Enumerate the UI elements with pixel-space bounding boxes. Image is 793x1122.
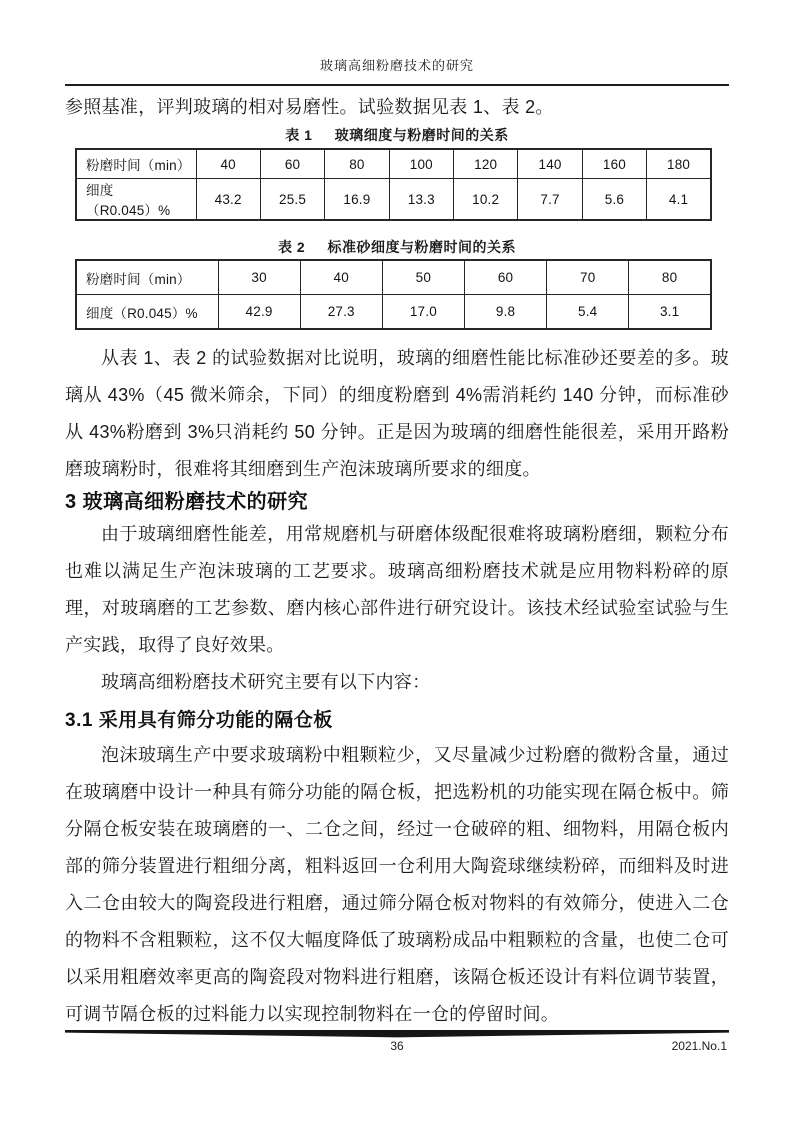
table2-time-cell: 70 xyxy=(547,260,629,295)
table1-time-cell: 60 xyxy=(260,149,324,179)
table2-caption-title: 标准砂细度与粉磨时间的关系 xyxy=(327,239,517,255)
running-title: 玻璃高细粉磨技术的研究 xyxy=(319,58,474,73)
table1-fineness-cell: 16.9 xyxy=(325,179,389,221)
running-head xyxy=(65,57,729,86)
header-rule xyxy=(65,84,729,86)
table1-caption xyxy=(65,125,729,145)
table2-fineness-row xyxy=(76,295,711,330)
table1-time-cell: 80 xyxy=(325,149,389,179)
table2-caption-label: 表 2 xyxy=(277,239,306,255)
table1-time-cell: 160 xyxy=(582,149,646,179)
table1-fineness-cell: 5.6 xyxy=(582,179,646,221)
table2-fineness-cell: 3.1 xyxy=(629,295,711,330)
table2-time-cell: 80 xyxy=(629,260,711,295)
table1-time-cell: 40 xyxy=(196,149,260,179)
table1 xyxy=(75,148,712,221)
table2 xyxy=(75,259,712,330)
table2-fineness-cell: 42.9 xyxy=(218,295,300,330)
table1-fineness-cell: 10.2 xyxy=(454,179,518,221)
table1-time-cell: 140 xyxy=(518,149,582,179)
table2-time-cell: 30 xyxy=(218,260,300,295)
table2-fineness-cell: 9.8 xyxy=(464,295,546,330)
table1-fineness-cell: 43.2 xyxy=(196,179,260,221)
table1-fineness-row-header: 细度（R0.045）% xyxy=(76,179,196,221)
table1-time-cell: 120 xyxy=(454,149,518,179)
table2-time-cell: 60 xyxy=(464,260,546,295)
table1-time-cell: 100 xyxy=(389,149,453,179)
table1-caption-label: 表 1 xyxy=(285,127,313,143)
table1-fineness-row xyxy=(76,179,711,221)
table2-time-row xyxy=(76,260,711,295)
table2-fineness-cell: 17.0 xyxy=(382,295,464,330)
table2-fineness-row-header: 细度（R0.045）% xyxy=(76,295,218,330)
intro-paragraph: 参照基准，评判玻璃的相对易磨性。试验数据见表 1、表 2。 xyxy=(65,97,554,117)
table1-fineness-cell: 7.7 xyxy=(518,179,582,221)
table1-fineness-cell: 13.3 xyxy=(389,179,453,221)
table1-time-cell: 180 xyxy=(647,149,711,179)
table2-caption xyxy=(65,237,729,257)
table2-time-row-header: 粉磨时间（min） xyxy=(76,260,218,295)
comparison-paragraph: 从表 1、表 2 的试验数据对比说明，玻璃的细磨性能比标准砂还要差的多。玻璃从 43%（45 微米筛余，下同）的细度粉磨到 4%需消耗约 140 分钟，而标准砂从 43%粉磨到 3%只消耗约 50 分钟。正是因为玻璃的细磨性能很差，采用开路粉磨玻璃粉时，很难将其细磨到生产泡沫玻璃所要求的细度。 xyxy=(65,348,729,479)
table1-time-row xyxy=(76,149,711,179)
issue-number: 2021.No.1 xyxy=(671,1039,727,1053)
footer-text-row xyxy=(65,1039,729,1055)
section-3-1-paragraph: 泡沫玻璃生产中要求玻璃粉中粗颗粒少，又尽量减少过粉磨的微粉含量，通过在玻璃磨中设计一种具有筛分功能的隔仓板，把选粉机的功能实现在隔仓板中。筛分隔仓板安装在玻璃磨的一、二仓之间，经过一仓破碎的粗、细物料，用隔仓板内部的筛分装置进行粗细分离，粗料返回一仓利用大陶瓷球继续粉碎，而细料及时进入二仓由较大的陶瓷段进行粗磨，通过筛分隔仓板对物料的有效筛分，使进入二仓的物料不含粗颗粒，这不仅大幅度降低了玻璃粉成品中粗颗粒的含量，也使二仓可以采用粗磨效率更高的陶瓷段对物料进行粗磨，该隔仓板还设计有料位调节装置，可调节隔仓板的过料能力以实现控制物料在一仓的停留时间。 xyxy=(65,745,729,1024)
page-number: 36 xyxy=(390,1039,404,1053)
table2-time-cell: 40 xyxy=(300,260,382,295)
section-3-lead-in: 玻璃高细粉磨技术研究主要有以下内容： xyxy=(101,672,431,692)
table2-fineness-cell: 5.4 xyxy=(547,295,629,330)
table1-time-row-header: 粉磨时间（min） xyxy=(76,149,196,179)
table1-caption-title: 玻璃细度与粉磨时间的关系 xyxy=(334,127,509,143)
section-3-1-heading: 3.1 采用具有筛分功能的隔仓板 xyxy=(65,710,333,731)
page-footer xyxy=(65,1030,729,1055)
table2-fineness-cell: 27.3 xyxy=(300,295,382,330)
section-3-paragraph: 由于玻璃细磨性能差，用常规磨机与研磨体级配很难将玻璃粉磨细，颗粒分布也难以满足生产泡沫玻璃的工艺要求。玻璃高细粉磨技术就是应用物料粉碎的原理，对玻璃磨的工艺参数、磨内核心部件进行研究设计。该技术经试验室试验与生产实践，取得了良好效果。 xyxy=(65,524,729,655)
table1-fineness-cell: 25.5 xyxy=(260,179,324,221)
table1-fineness-cell: 4.1 xyxy=(647,179,711,221)
table2-time-cell: 50 xyxy=(382,260,464,295)
footer-rule xyxy=(65,1030,729,1038)
section-3-heading: 3 玻璃高细粉磨技术的研究 xyxy=(65,491,309,513)
